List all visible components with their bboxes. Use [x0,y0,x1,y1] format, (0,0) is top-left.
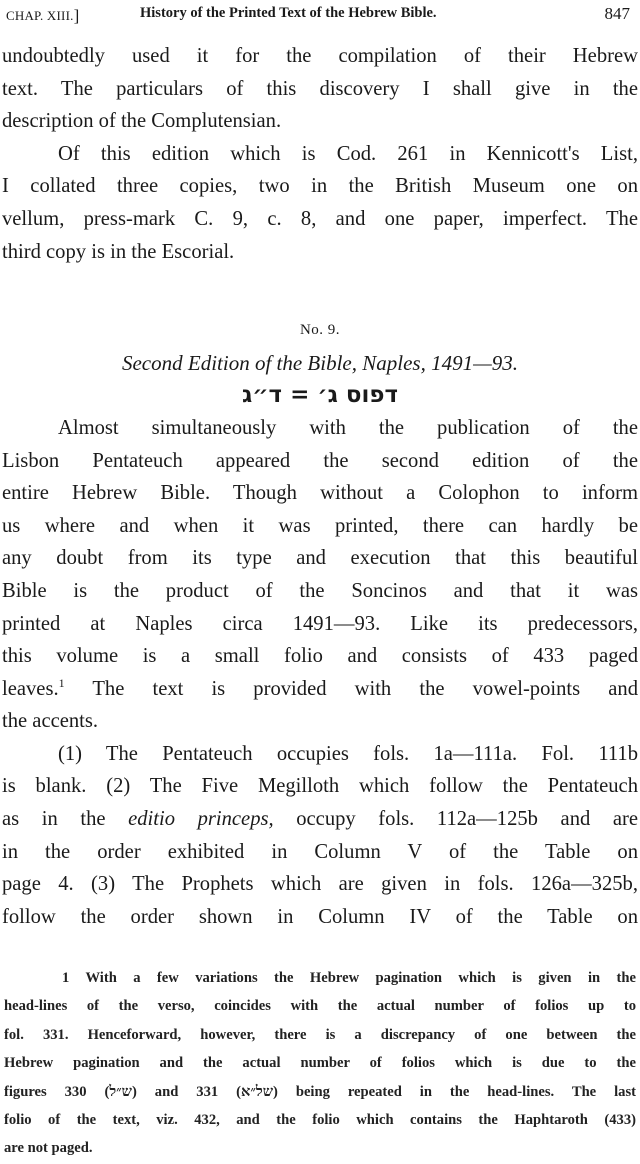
main-text [2,40,638,933]
text-line: undoubtedly used it for the compilation of their Hebrew [2,45,638,67]
section-hebrew-title: דפוס ג׳ = ד״ג [241,382,399,409]
paragraph-4 [2,738,638,934]
section-number: No. 9. [299,322,341,339]
text-line: third copy is in the Escorial. [2,240,235,263]
text-line: (1) The Pentateuch occupies fols. 1a—111a. Fol. 111b [58,742,638,765]
running-title: History of the Printed Text of the Hebrew Bible. [140,5,437,21]
footnote-line: are not paged. [4,1140,93,1157]
text-line: Lisbon Pentateuch appeared the second edition of the [2,449,638,472]
text-line: page 4. (3) The Prophets which are given in fols. 126a—325b, [2,873,638,896]
text-line: vellum, press-mark C. 9, c. 8, and one paper, imperfect. The [2,207,638,230]
text-line: Of this edition which is Cod. 261 in Kennicott's List, [58,142,638,165]
footnote-line: head-lines of the verso, coincides with the actual number of folios up to [4,998,636,1015]
text-line: Bible is the product of the Soncinos and that it was [2,579,638,602]
text-line: leaves.$^1$ The text is provided with the vowel-points and [2,675,638,700]
text-line: as in the editio princeps, occupy fols. 112a—125b and are [2,808,638,831]
text-line: this volume is a small folio and consists of 433 paged [2,645,638,668]
text-line: in the order exhibited in Column V of the Table on [2,840,638,863]
chapter-label: CHAP. XIII.] [6,6,80,25]
footnote-line: fol. 331. Henceforward, however, there is a discrepancy of one between the [4,1026,636,1043]
footnote-line: folio of the text, viz. 432, and the folio which contains the Haphtaroth (433) [4,1112,636,1129]
paragraph-1 [2,40,638,138]
running-header [6,4,636,26]
footnote-line: figures 330 (ש״ל) and 331 (של״א) being repeated in the head-lines. The last [4,1083,636,1100]
footnote [4,964,636,1163]
text-line: description of the Complutensian. [2,110,282,133]
paragraph-3 [2,412,638,738]
footnote-marker: 1 [58,675,65,690]
text-line: the accents. [2,710,99,733]
text-line: any doubt from its type and execution that this beautiful [2,547,638,570]
text-line: Almost simultaneously with the publication of the [58,416,638,439]
footnote-line: Hebrew pagination and the actual number of folios which is due to the [4,1055,636,1072]
text-line: printed at Naples circa 1491—93. Like its predecessors, [2,612,638,635]
text-line: is blank. (2) The Five Megilloth which follow the Pentateuch [2,775,638,798]
section-title: Second Edition of the Bible, Naples, 1491—93. [121,350,519,375]
text-line: us where and when it was printed, there can hardly be [2,514,638,537]
text-line: follow the order shown in Column IV of the Table on [2,905,638,928]
text-line: I collated three copies, two in the British Museum one on [2,175,638,198]
text-line: text. The particulars of this discovery I shall give in the [2,77,638,100]
paragraph-2 [2,138,638,268]
footnote-line: 1 With a few variations the Hebrew pagination which is given in the [62,970,636,986]
page-number: 847 [604,4,630,23]
text-line: entire Hebrew Bible. Though without a Colophon to inform [2,482,638,505]
